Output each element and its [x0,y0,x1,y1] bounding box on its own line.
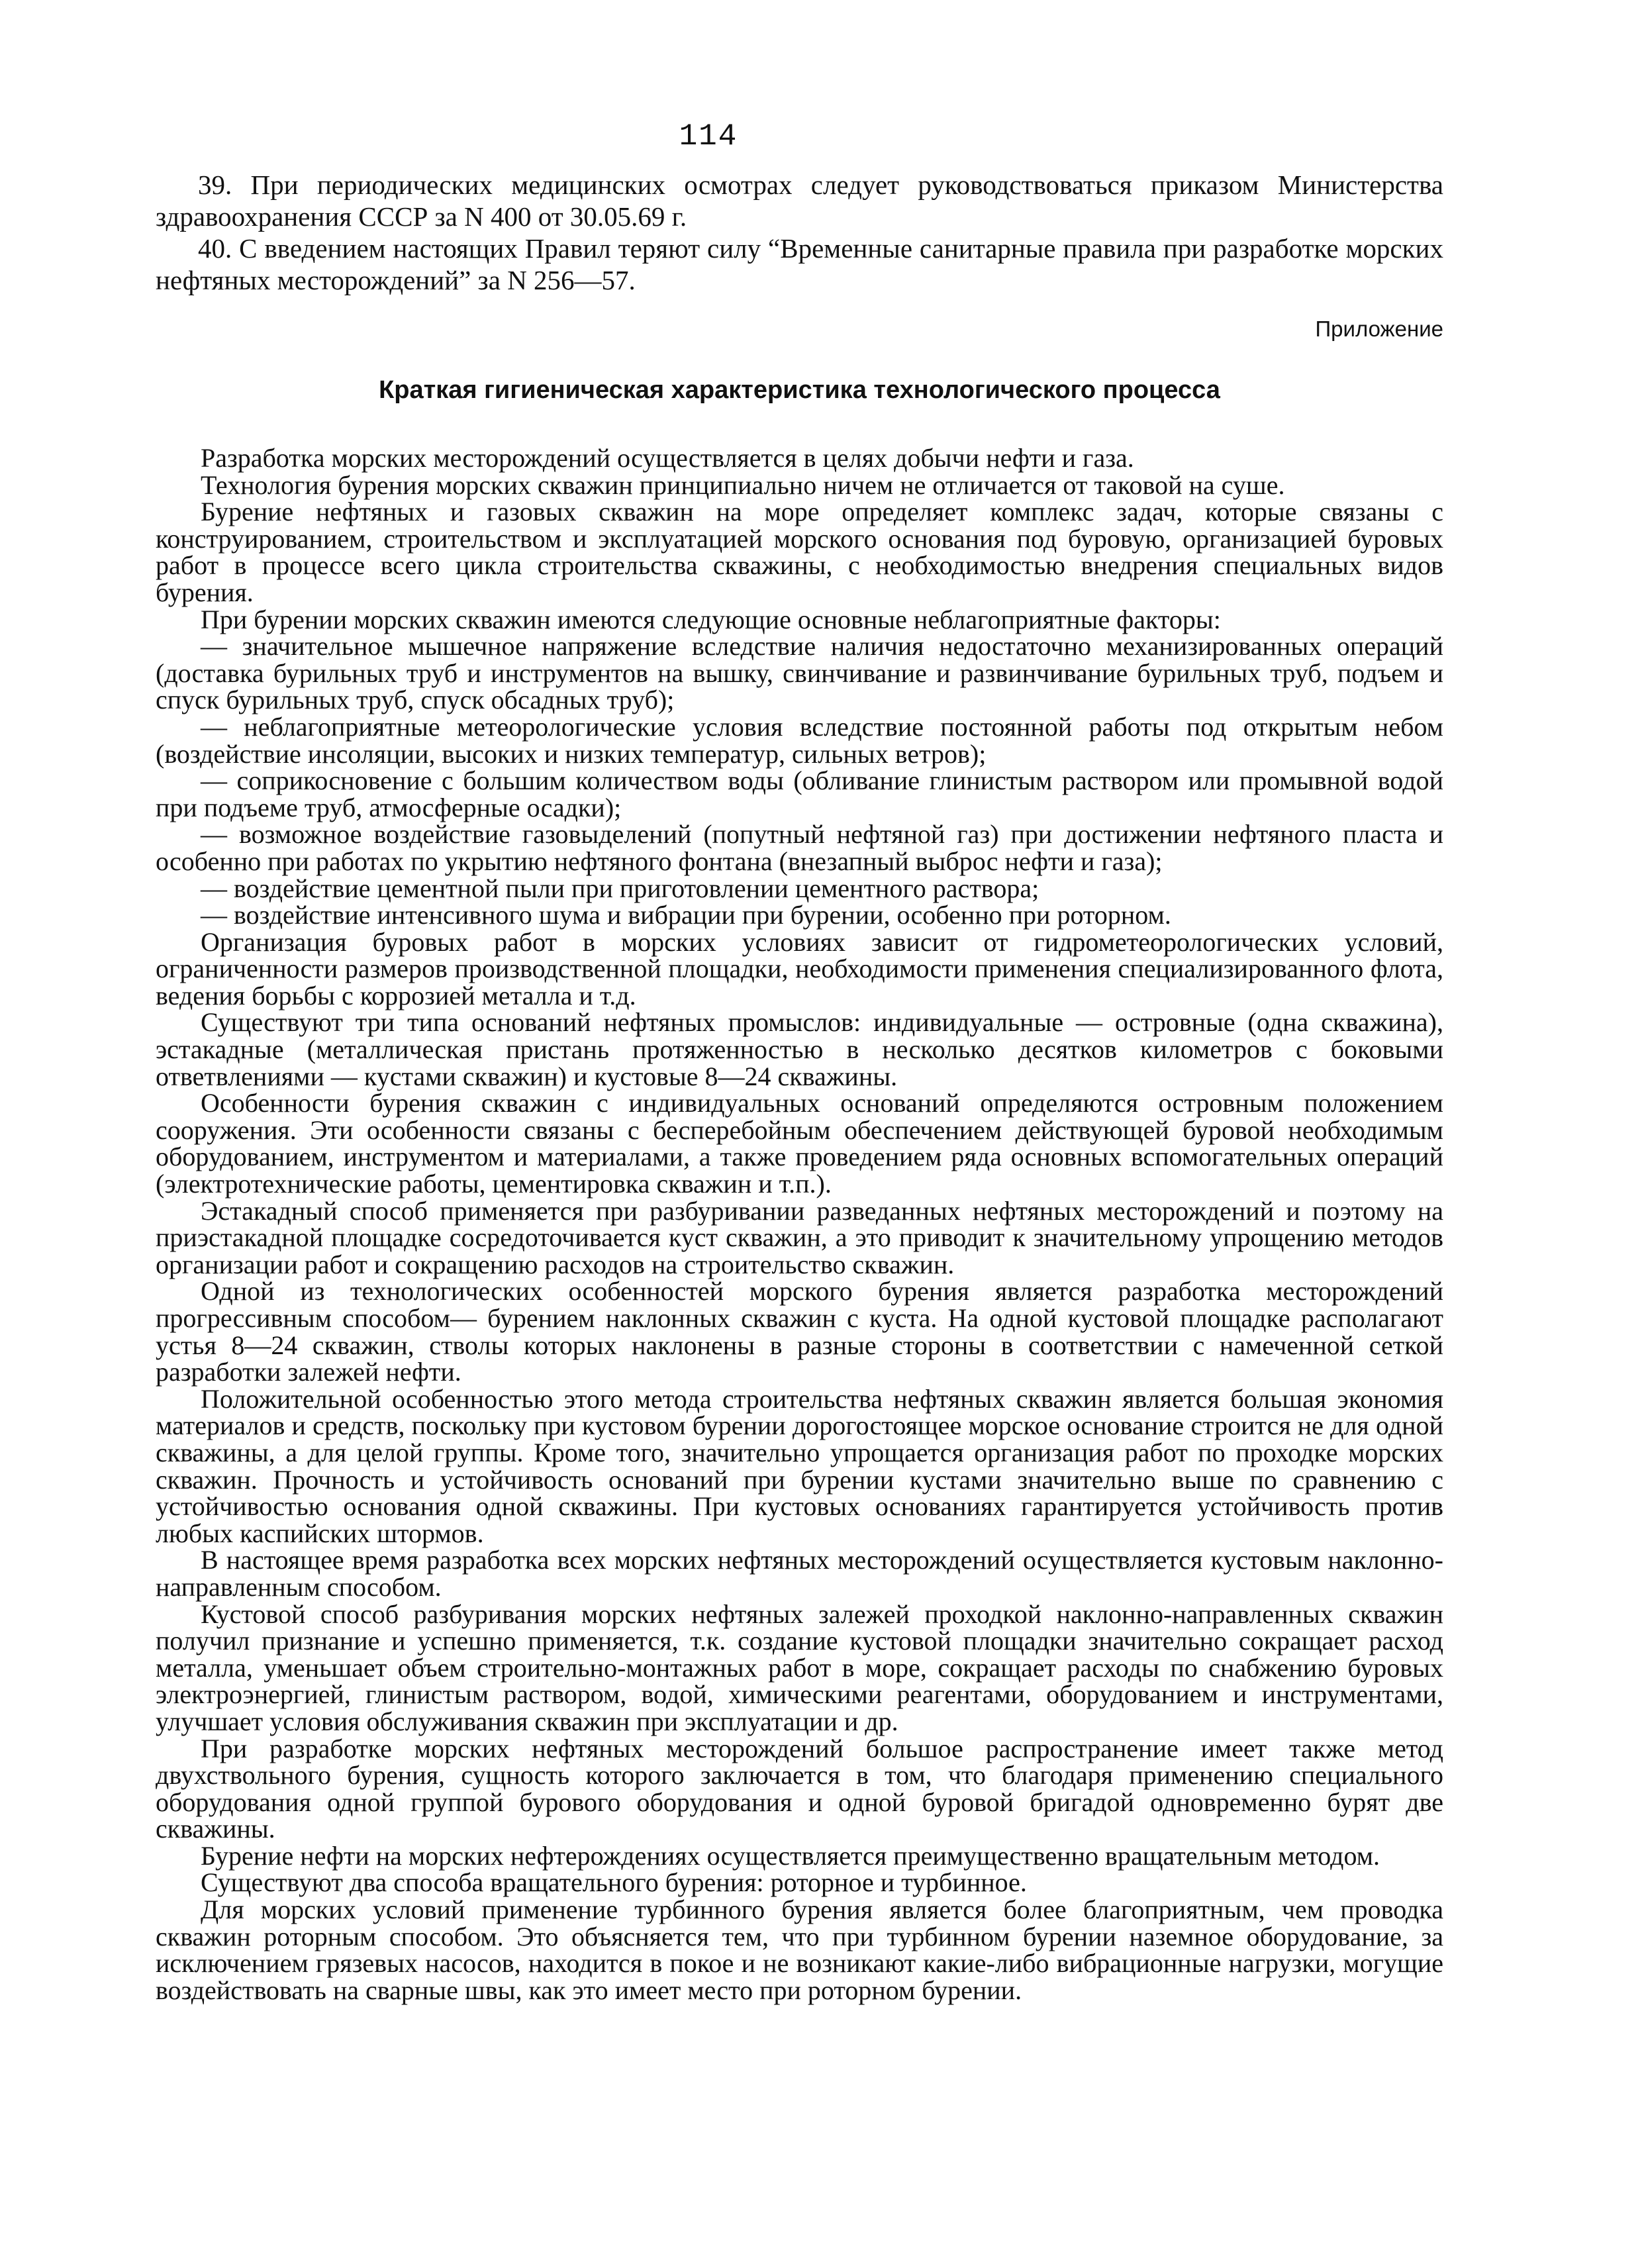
appendix-label: Приложение [1315,317,1443,341]
list-item-factor: — соприкосновение с большим количеством воды (обливание глинистым раствором или промывной водой при подъеме труб, атмосферные осадки); [156,765,1443,822]
paragraph-40: 40. С введением настоящих Правил теряют силу “Временные санитарные правила при разработке морских нефтяных месторождений” за N 256—57. [156,233,1443,295]
body-paragraph: При бурении морских скважин имеются следующие основные неблагоприятные факторы: [201,604,1221,634]
body-paragraph: Одной из технологических особенностей морского бурения является разработка месторождений прогрессивным способом— бурением наклонных скважин с куста. На одной кустовой площадке располагают устья 8—24 скважин, стволы которых наклонены в разные стороны в соответствии с намеченной сеткой разработки залежей нефти. [156,1276,1443,1387]
body-paragraph: Эстакадный способ применяется при разбуривании разведанных нефтяных месторождений и поэтому на приэстакадной площадке сосредоточивается куст скважин, а это приводит к значительному упрощению методов организации работ и сокращению расходов на строительство скважин. [156,1195,1443,1279]
body-paragraph: Технология бурения морских скважин принципиально ничем не отличается от таковой на суше. [201,469,1285,500]
list-item-factor: — возможное воздействие газовыделений (попутный нефтяной газ) при достижении нефтяного пласта и особенно при работах по укрытию нефтяного фонтана (внезапный выброс нефти и газа); [156,819,1443,876]
list-item-factor: — неблагоприятные метеорологические условия вследствие постоянной работы под открытым небом (воздействие инсоляции, высоких и низких температур, сильных ветров); [156,711,1443,769]
appendix-body [156,445,1443,2004]
body-paragraph: Разработка морских месторождений осуществляется в целях добычи нефти и газа. [201,443,1134,473]
body-paragraph: При разработке морских нефтяных месторождений большое распространение имеет также метод двухствольного бурения, сущность которого заключается в том, что благодаря применению специального оборудования одной группой бурового оборудования и одной буровой бригадой одновременно бурят две скважины. [156,1733,1443,1844]
paragraph-39: 39. При периодических медицинских осмотрах следует руководствоваться приказом Министерства здравоохранения СССР за N 400 от 30.05.69 г. [156,170,1443,232]
body-paragraph: Организация буровых работ в морских условиях зависит от гидрометеорологических условий, ограниченности размеров производственной площадки, необходимости применения специализированного флота, ведения борьбы с коррозией металла и т.д. [156,926,1443,1011]
section-title: Краткая гигиеническая характеристика технологического процесса [379,376,1220,404]
body-paragraph: Существуют три типа оснований нефтяных промыслов: индивидуальные — островные (одна скважина), эстакадные (металлическая пристань протяженностью в несколько десятков километров с боковыми ответвлениями — кустами скважин) и кустовые 8—24 скважины. [156,1007,1443,1091]
body-paragraph: Кустовой способ разбуривания морских нефтяных залежей проходкой наклонно-направленных скважин получил признание и успешно применяется, т.к. создание кустовой площадки значительно сокращает расход металла, уменьшает объем строительно-монтажных работ в море, сокращает расходы по снабжению буровых электроэнергией, глинистым раствором, водой, химическими реагентами, оборудованием и инструментами, улучшает условия обслуживания скважин при эксплуатации и др. [156,1599,1443,1736]
body-paragraph: Бурение нефтяных и газовых скважин на море определяет комплекс задач, которые связаны с конструированием, строительством и эксплуатацией морского основания под буровую, организацией буровых работ в процессе всего цикла строительства скважины, с необходимостью внедрения специальных видов бурения. [156,497,1443,607]
regulation-items [156,169,1443,296]
list-item-factor: — воздействие цементной пыли при приготовлении цементного раствора; [201,873,1039,903]
body-paragraph: Существуют два способа вращательного бурения: роторное и турбинное. [201,1867,1027,1898]
body-paragraph: Положительной особенностью этого метода строительства нефтяных скважин является большая экономия материалов и средств, поскольку при кустовом бурении дорогостоящее морское основание строится не для одной скважины, а для целой группы. Кроме того, значительно упрощается организация работ по проходке морских скважин. Прочность и устойчивость оснований при бурении кустами значительно выше по сравнению с устойчивостью основания одной скважины. При кустовых основаниях гарантируется устойчивость против любых каспийских штормов. [156,1383,1443,1548]
page-number: 114 [679,119,738,154]
body-paragraph: В настоящее время разработка всех морских нефтяных месторождений осуществляется кустовым наклонно-направленным способом. [156,1545,1443,1602]
body-paragraph: Для морских условий применение турбинного бурения является более благоприятным, чем проводка скважин роторным способом. Это объясняется тем, что при турбинном бурении наземное оборудование, за исключением грязевых насосов, находится в покое и не возникают какие-либо вибрационные нагрузки, могущие воздействовать на сварные швы, как это имеет место при роторном бурении. [156,1895,1443,2005]
body-paragraph: Бурение нефти на морских нефтерождениях осуществляется преимущественно вращательным методом. [201,1840,1380,1871]
body-paragraph: Особенности бурения скважин с индивидуальных оснований определяются островным положением сооружения. Эти особенности связаны с бесперебойным обеспечением действующей буровой необходимым оборудованием, инструментом и материалами, а также проведением ряда основных вспомогательных операций (электротехнические работы, цементировка скважин и т.п.). [156,1088,1443,1199]
list-item-factor: — значительное мышечное напряжение вследствие наличия недостаточно механизированных операций (доставка бурильных труб и инструментов на вышку, свинчивание и развинчивание бурильных труб, подъем и спуск бурильных труб, спуск обсадных труб); [156,631,1443,715]
list-item-factor: — воздействие интенсивного шума и вибрации при бурении, особенно при роторном. [201,900,1171,930]
